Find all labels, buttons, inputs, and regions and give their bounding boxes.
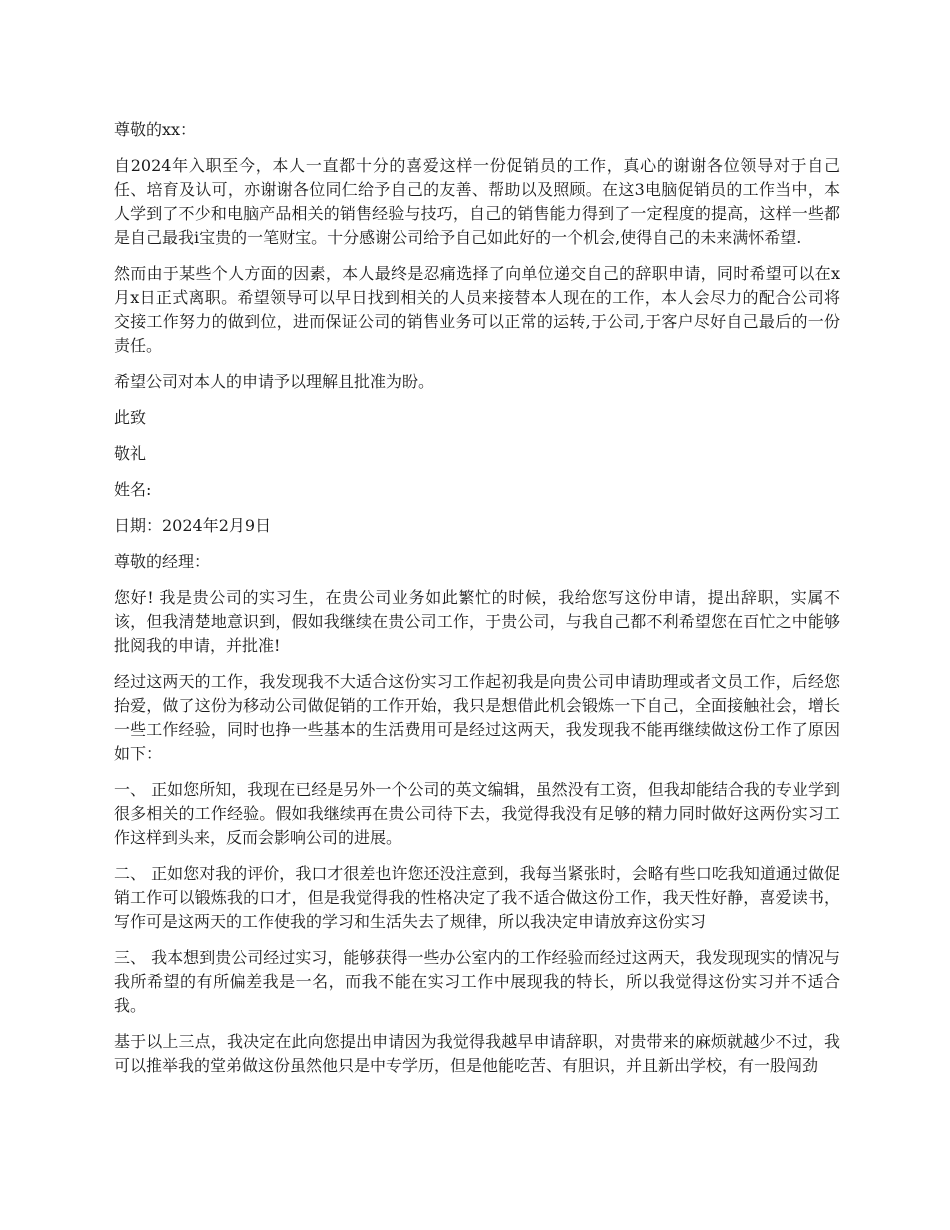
list-paragraph: 三、 我本想到贵公司经过实习，能够获得一些办公室内的工作经验而经过这两天，我发现现实的情况与我所希望的有所偏差我是一名，而我不能在实习工作中展现我的特长，所以我觉得这份实习并不适合我。 — [114, 948, 840, 1015]
closing-line: 此致 — [114, 408, 147, 427]
salutation: 尊敬的xx： — [114, 120, 197, 139]
signature-name: 姓名: — [114, 480, 152, 499]
paragraph: 自2024年入职至今，本人一直都十分的喜爱这样一份促销员的工作，真心的谢谢各位领导对于自己任、培育及认可，亦谢谢各位同仁给予自己的友善、帮助以及照顾。在这3电脑促销员的工作当中，本人学到了不少和电脑产品相关的销售经验与技巧，自己的销售能力得到了一定程度的提高，这样一些都是自己最我i宝贵的一笔财宝。十分感谢公司给予自己如此好的一个机会,使得自己的未来满怀希望. — [114, 156, 840, 247]
closing-line: 敬礼 — [114, 444, 147, 463]
document-body — [114, 118, 840, 1090]
signature-date: 日期：2024年2月9日 — [114, 516, 272, 535]
list-paragraph: 二、 正如您对我的评价，我口才很差也许您还没注意到，我每当紧张时，会略有些口吃我知道通过做促销工作可以锻炼我的口才，但是我觉得我的性格决定了我不适合做这份工作，我天性好静，喜爱读书，写作可是这两天的工作使我的学习和生活失去了规律，所以我决定申请放弃这份实习 — [114, 864, 840, 931]
paragraph: 希望公司对本人的申请予以理解且批准为盼。 — [114, 372, 435, 391]
paragraph: 经过这两天的工作，我发现我不大适合这份实习工作起初我是向贵公司申请助理或者文员工作，后经您抬爱，做了这份为移动公司做促销的工作开始，我只是想借此机会锻炼一下自己，全面接触社会，增长一些工作经验，同时也挣一些基本的生活费用可是经过这两天，我发现我不能再继续做这份工作了原因如下： — [114, 672, 840, 763]
paragraph: 基于以上三点，我决定在此向您提出申请因为我觉得我越早申请辞职，对贵带来的麻烦就越少不过，我可以推举我的堂弟做这份虽然他只是中专学历，但是他能吃苦、有胆识，并且新出学校，有一股闯劲 — [114, 1032, 840, 1075]
paragraph: 您好! 我是贵公司的实习生，在贵公司业务如此繁忙的时候，我给您写这份申请，提出辞职，实属不该，但我清楚地意识到，假如我继续在贵公司工作，于贵公司，与我自己都不利希望您在百忙之中能够批阅我的申请，并批准! — [114, 588, 840, 655]
list-paragraph: 一、 正如您所知，我现在已经是另外一个公司的英文编辑，虽然没有工资，但我却能结合我的专业学到很多相关的工作经验。假如我继续再在贵公司待下去，我觉得我没有足够的精力同时做好这两份实习工作这样到头来，反而会影响公司的进展。 — [114, 780, 840, 847]
salutation: 尊敬的经理： — [114, 552, 211, 571]
paragraph: 然而由于某些个人方面的因素，本人最终是忍痛选择了向单位递交自己的辞职申请，同时希望可以在x月x日正式离职。希望领导可以早日找到相关的人员来接替本人现在的工作，本人会尽力的配合公司将交接工作努力的做到位，进而保证公司的销售业务可以正常的运转,于公司,于客户尽好自己最后的一份责任。 — [114, 264, 840, 355]
